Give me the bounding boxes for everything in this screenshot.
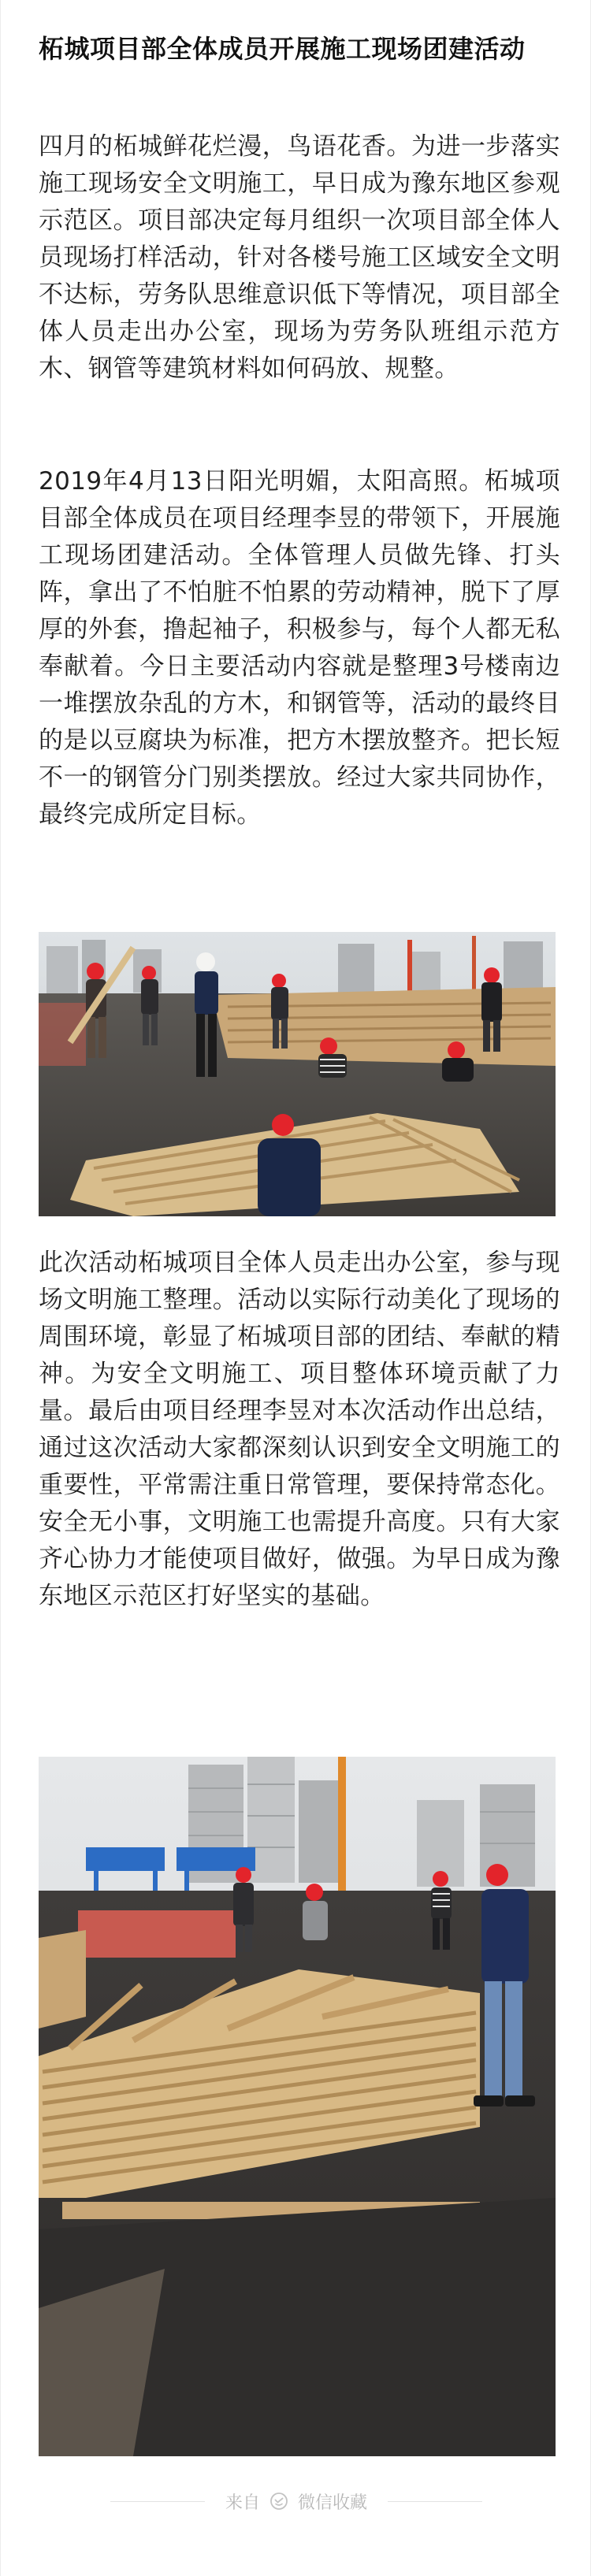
article-photo-1[interactable] (39, 932, 556, 1216)
article-paragraph-1: 四月的柘城鲜花烂漫，鸟语花香。为进一步落实施工现场安全文明施工，早日成为豫东地区参观示范区。项目部决定每月组织一次项目部全体人员现场打样活动，针对各楼号施工区域安全文明不达标，劳务队思维意识低下等情况，项目部全体人员走出办公室，现场为劳务队班组示范方木、钢管等建筑材料如何码放、规整。 (39, 132, 560, 383)
wechat-favorites-icon (269, 2492, 288, 2511)
article-title: 柘城项目部全体成员开展施工现场团建活动 (39, 34, 526, 64)
footer-divider-left (110, 2501, 205, 2502)
footer-divider-right (388, 2501, 482, 2502)
footer-source (1, 2478, 591, 2525)
footer-source-label[interactable]: 微信收藏 (298, 2492, 368, 2513)
article-paragraph-3: 此次活动柘城项目全体人员走出办公室，参与现场文明施工整理。活动以实际行动美化了现场的周围环境，彰显了柘城项目部的团结、奉献的精神。为安全文明施工、项目整体环境贡献了力量。最后由项目经理李昱对本次活动作出总结，通过这次活动大家都深刻认识到安全文明施工的重要性，平常需注重日常管理，要保持常态化。安全无小事，文明施工也需提升高度。只有大家齐心协力才能使项目做好，做强。为早日成为豫东地区示范区打好坚实的基础。 (39, 1249, 560, 1610)
footer-from-label: 来自 (225, 2492, 260, 2513)
article-photo-2[interactable] (39, 1757, 556, 2456)
photo-2-illustration (39, 1757, 556, 2456)
photo-1-illustration (39, 932, 556, 1216)
article-paragraph-2: 2019年4月13日阳光明媚，太阳高照。柘城项目部全体成员在项目经理李昱的带领下，开展施工现场团建活动。全体管理人员做先锋、打头阵，拿出了不怕脏不怕累的劳动精神，脱下了厚厚的外套，撸起袖子，积极参与，每个人都无私奉献着。今日主要活动内容就是整理3号楼南边一堆摆放杂乱的方木，和钢管等，活动的最终目的是以豆腐块为标准，把方木摆放整齐。把长短不一的钢管分门别类摆放。经过大家共同协作，最终完成所定目标。 (39, 467, 560, 829)
